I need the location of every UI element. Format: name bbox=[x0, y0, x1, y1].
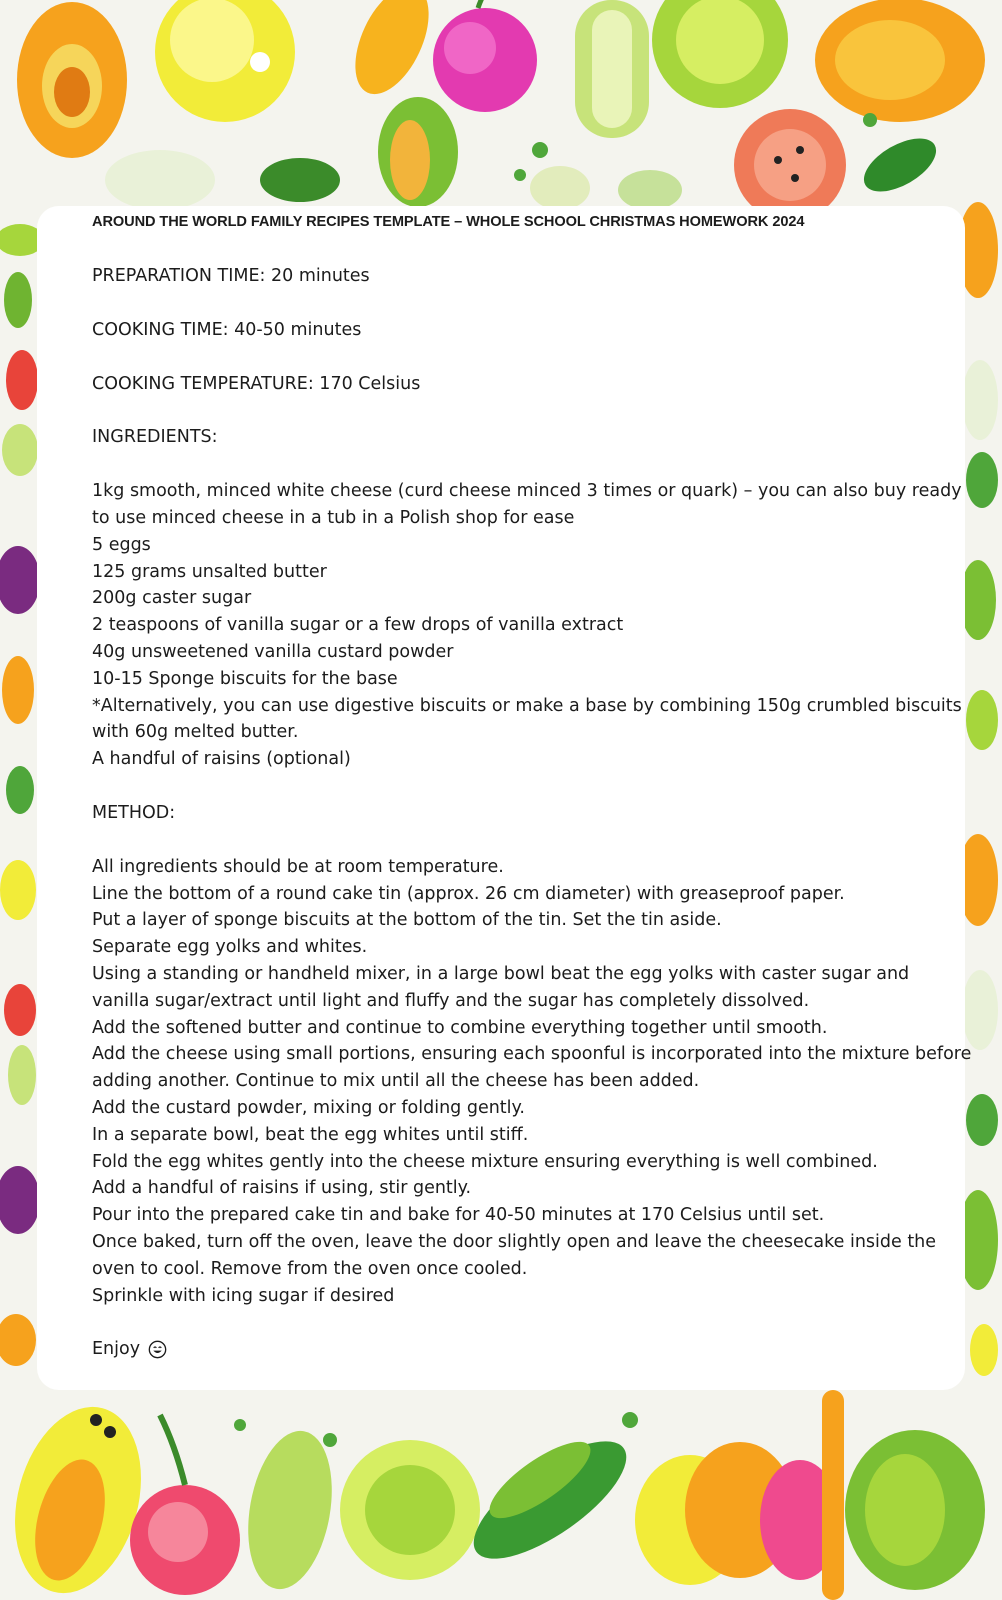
ingredient-item: 1kg smooth, minced white cheese (curd cheese minced 3 times or quark) – you can also buy ready to use minced cheese in a tub in a Polish shop for ease bbox=[92, 481, 962, 528]
cooking-temperature: COOKING TEMPERATURE: 170 Celsius bbox=[92, 373, 421, 394]
ingredients-heading: INGREDIENTS: bbox=[92, 427, 218, 448]
method-step: Separate egg yolks and whites. bbox=[92, 937, 368, 958]
ingredient-item: *Alternatively, you can use digestive biscuits or make a base by combining 150g crumbled biscuits with 60g melted butter. bbox=[92, 695, 962, 743]
method-step: All ingredients should be at room temperature. bbox=[92, 856, 504, 877]
method-step: Add the cheese using small portions, ensuring each spoonful is incorporated into the mixture before adding another. Continue to mix until all the cheese has been added. bbox=[92, 1044, 972, 1092]
method-step: Once baked, turn off the oven, leave the door slightly open and leave the cheesecake inside the oven to cool. Remove from the oven once cooled. bbox=[92, 1231, 937, 1279]
top-border-fruits bbox=[17, 0, 985, 221]
closing-line bbox=[92, 1336, 972, 1363]
preparation-time: PREPARATION TIME: 20 minutes bbox=[92, 266, 370, 286]
method-step: Add a handful of raisins if using, stir gently. bbox=[92, 1178, 472, 1199]
bottom-border-fruits bbox=[0, 1390, 985, 1600]
document-title: AROUND THE WORLD FAMILY RECIPES TEMPLATE – WHOLE SCHOOL CHRISTMAS HOMEWORK 2024 bbox=[92, 214, 805, 230]
closing-text: Enjoy bbox=[92, 1339, 141, 1360]
ingredient-item: 200g caster sugar bbox=[92, 588, 252, 609]
recipe-document bbox=[92, 212, 972, 1363]
method-heading: METHOD: bbox=[92, 802, 176, 823]
method-step: Add the softened butter and continue to combine everything together until smooth. bbox=[92, 1017, 828, 1038]
ingredient-item: 40g unsweetened vanilla custard powder bbox=[92, 641, 454, 662]
method-list bbox=[92, 854, 972, 1310]
cooking-time: COOKING TIME: 40-50 minutes bbox=[92, 319, 362, 340]
ingredient-item: A handful of raisins (optional) bbox=[92, 749, 351, 770]
ingredient-item: 2 teaspoons of vanilla sugar or a few drops of vanilla extract bbox=[92, 615, 624, 636]
method-step: Add the custard powder, mixing or folding gently. bbox=[92, 1097, 525, 1118]
method-step: In a separate bowl, beat the egg whites until stiff. bbox=[92, 1124, 529, 1145]
smiling-face-icon bbox=[148, 1340, 167, 1359]
ingredient-item: 5 eggs bbox=[92, 534, 151, 555]
method-step: Pour into the prepared cake tin and bake for 40-50 minutes at 170 Celsius until set. bbox=[92, 1205, 825, 1226]
method-step: Put a layer of sponge biscuits at the bottom of the tin. Set the tin aside. bbox=[92, 910, 722, 931]
ingredient-item: 10-15 Sponge biscuits for the base bbox=[92, 668, 398, 689]
method-step: Fold the egg whites gently into the cheese mixture ensuring everything is well combined. bbox=[92, 1151, 878, 1172]
method-step: Using a standing or handheld mixer, in a large bowl beat the egg yolks with caster sugar and vanilla sugar/extract until light and fluffy and the sugar has completely dissolved. bbox=[92, 963, 910, 1011]
ingredients-list bbox=[92, 478, 972, 773]
method-step: Line the bottom of a round cake tin (approx. 26 cm diameter) with greaseproof paper. bbox=[92, 883, 845, 904]
method-step: Sprinkle with icing sugar if desired bbox=[92, 1285, 395, 1306]
ingredient-item: 125 grams unsalted butter bbox=[92, 561, 327, 582]
